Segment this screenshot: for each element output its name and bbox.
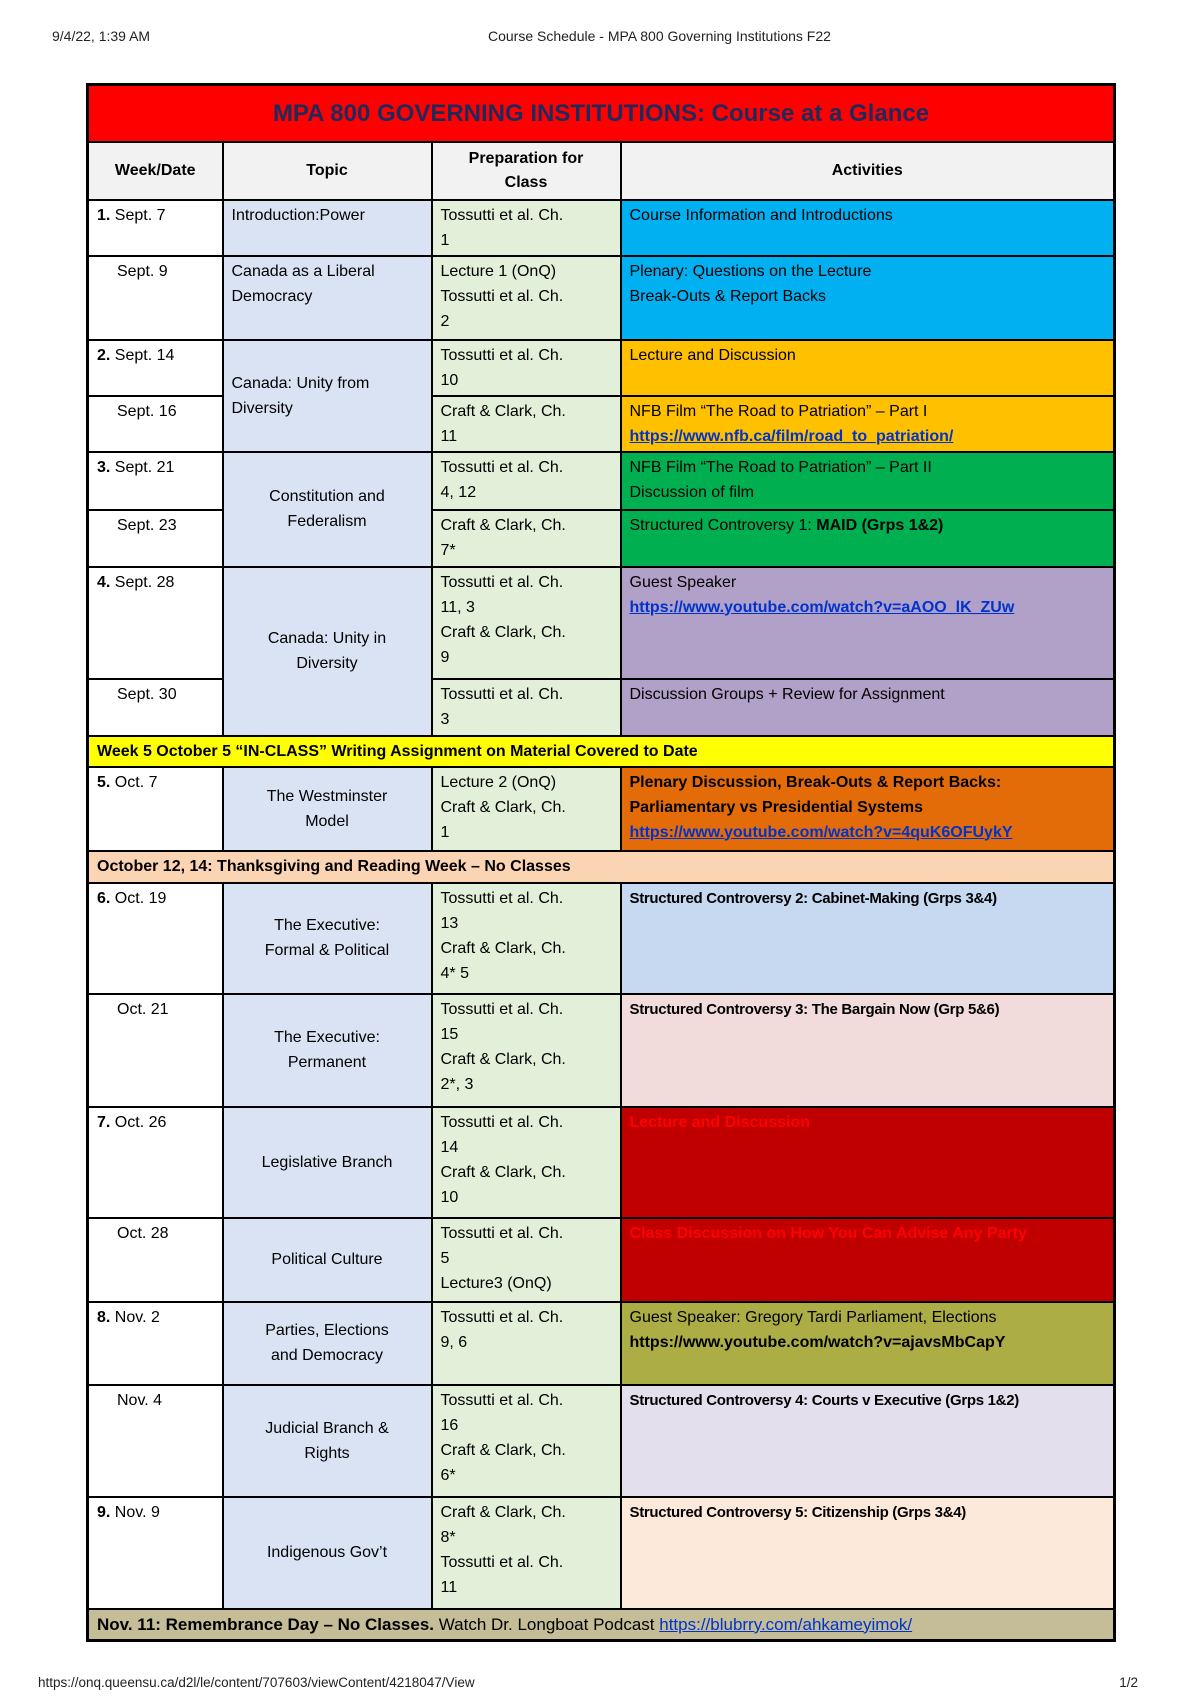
week-number: 8. xyxy=(97,1308,111,1326)
prep-line: Tossutti et al. Ch. xyxy=(440,1308,564,1326)
prep-line: 11 xyxy=(440,427,458,445)
prep-line: Tossutti et al. Ch. xyxy=(440,346,564,364)
prep-line: Tossutti et al. Ch. xyxy=(440,573,564,591)
topic-line: Permanent xyxy=(287,1054,367,1071)
class-date: Sept. 14 xyxy=(114,346,175,364)
table-title: MPA 800 GOVERNING INSTITUTIONS: Course at a Glance xyxy=(88,85,1115,142)
prep-line: 10 xyxy=(440,1188,459,1206)
topic-line: Diversity xyxy=(296,655,358,672)
prep-line: Craft & Clark, Ch. xyxy=(440,1441,566,1459)
schedule-banner-row xyxy=(88,1609,1115,1641)
week-date-cell xyxy=(88,452,223,510)
topic-line: Legislative Branch xyxy=(261,1153,393,1171)
prep-line: Craft & Clark, Ch. xyxy=(440,798,566,816)
prep-line: 15 xyxy=(440,1025,459,1043)
week-number: 9. xyxy=(97,1503,111,1521)
prep-line: Tossutti et al. Ch. xyxy=(440,1000,564,1018)
prep-line: 7* xyxy=(440,541,456,559)
schedule-row xyxy=(88,256,1115,340)
prep-line: 2*, 3 xyxy=(440,1075,474,1093)
prep-line: 16 xyxy=(440,1416,459,1434)
header-activities: Activities xyxy=(621,142,1115,200)
topic-cell xyxy=(223,452,432,567)
schedule-row xyxy=(88,883,1115,994)
topic-cell xyxy=(223,256,432,340)
prep-line: Tossutti et al. Ch. xyxy=(440,1224,564,1242)
prep-line: 9 xyxy=(440,648,450,666)
activity-cell xyxy=(621,396,1115,452)
prep-line: Craft & Clark, Ch. xyxy=(440,516,566,534)
activity-cell xyxy=(621,1107,1115,1218)
schedule-banner-row xyxy=(88,736,1115,767)
activity-line: Class Discussion on How You Can Advise Any Party xyxy=(629,1224,1027,1242)
week-date-cell xyxy=(88,1218,223,1302)
topic-cell xyxy=(223,1107,432,1218)
print-page-number: 1/2 xyxy=(1119,1675,1138,1690)
topic-cell xyxy=(223,1497,432,1609)
class-date: Nov. 4 xyxy=(117,1391,163,1409)
preparation-cell xyxy=(432,883,621,994)
prep-line: 1 xyxy=(440,231,450,249)
prep-line: 10 xyxy=(440,371,459,389)
week-date-cell xyxy=(88,994,223,1107)
activity-line: Plenary: Questions on the Lecture xyxy=(629,262,872,280)
activity-cell xyxy=(621,567,1115,679)
class-date: Oct. 26 xyxy=(114,1113,167,1131)
week-date-cell xyxy=(88,1385,223,1497)
prep-line: 11, 3 xyxy=(440,598,475,616)
activity-group: MAID (Grps 1&2) xyxy=(816,516,944,534)
week-date-cell xyxy=(88,767,223,851)
topic-line: Diversity xyxy=(231,399,293,417)
preparation-cell xyxy=(432,200,621,256)
topic-line: Democracy xyxy=(231,287,313,305)
print-url: https://onq.queensu.ca/d2l/le/content/707603/viewContent/4218047/View xyxy=(38,1675,475,1690)
class-date: Oct. 7 xyxy=(114,773,158,791)
schedule-row xyxy=(88,767,1115,851)
preparation-cell xyxy=(432,256,621,340)
prep-line: 6* xyxy=(440,1466,456,1484)
week-number: 2. xyxy=(97,346,111,364)
topic-line: and Democracy xyxy=(270,1347,384,1364)
film-link[interactable]: https://www.nfb.ca/film/road_to_patriation/ xyxy=(629,427,954,445)
prep-line: Craft & Clark, Ch. xyxy=(440,623,566,641)
topic-line: Introduction:Power xyxy=(231,206,365,224)
prep-line: 5 xyxy=(440,1249,450,1267)
class-date: Sept. 30 xyxy=(117,685,177,703)
week-number: 7. xyxy=(97,1113,111,1131)
activity-line: Guest Speaker xyxy=(629,573,737,591)
topic-cell xyxy=(223,994,432,1107)
topic-cell xyxy=(223,200,432,256)
schedule-row xyxy=(88,1107,1115,1218)
topic-cell xyxy=(223,883,432,994)
prep-line: 4* 5 xyxy=(440,964,469,982)
week-date-cell xyxy=(88,567,223,679)
week-date-cell xyxy=(88,1302,223,1385)
remembrance-banner xyxy=(88,1609,1115,1641)
preparation-cell xyxy=(432,396,621,452)
header-preparation xyxy=(432,142,621,200)
class-date: Oct. 28 xyxy=(117,1224,169,1242)
activity-line: Break-Outs & Report Backs xyxy=(629,287,827,305)
week-number: 6. xyxy=(97,889,111,907)
prep-line: Craft & Clark, Ch. xyxy=(440,402,566,420)
activity-cell xyxy=(621,340,1115,396)
week-date-cell xyxy=(88,1107,223,1218)
prep-line: Tossutti et al. Ch. xyxy=(440,287,564,305)
prep-line: Tossutti et al. Ch. xyxy=(440,1391,564,1409)
topic-line: Constitution and xyxy=(269,488,385,505)
preparation-cell xyxy=(432,452,621,510)
print-page-title: Course Schedule - MPA 800 Governing Institutions F22 xyxy=(488,28,831,44)
preparation-cell xyxy=(432,340,621,396)
class-date: Sept. 7 xyxy=(114,206,166,224)
activity-cell xyxy=(621,1218,1115,1302)
schedule-row xyxy=(88,1302,1115,1385)
activity-line: NFB Film “The Road to Patriation” – Part I xyxy=(629,402,928,420)
class-date: Oct. 19 xyxy=(114,889,167,907)
topic-cell xyxy=(223,567,432,736)
topic-cell xyxy=(223,1218,432,1302)
activity-cell xyxy=(621,767,1115,851)
preparation-cell xyxy=(432,1497,621,1609)
westminster-video-link[interactable]: https://www.youtube.com/watch?v=4quK6OFUykY xyxy=(629,823,1013,841)
prep-line: 11 xyxy=(440,1578,458,1596)
topic-line: Indigenous Gov’t xyxy=(266,1544,388,1561)
class-date: Sept. 23 xyxy=(117,516,177,534)
activity-line: Structured Controversy 5: Citizenship (Grps 3&4) xyxy=(629,1503,966,1521)
activity-line: Discussion of film xyxy=(629,483,754,501)
activity-url-text: https://www.youtube.com/watch?v=ajavsMbCapY xyxy=(629,1333,1006,1351)
guest-speaker-video-link[interactable]: https://www.youtube.com/watch?v=aAOO_lK_ZUw xyxy=(629,598,1015,616)
header-topic: Topic xyxy=(223,142,432,200)
preparation-cell xyxy=(432,1107,621,1218)
prep-line: Tossutti et al. Ch. xyxy=(440,458,564,476)
week-number: 5. xyxy=(97,773,111,791)
schedule-row xyxy=(88,200,1115,256)
topic-line: The Executive: xyxy=(274,917,380,934)
activity-cell xyxy=(621,452,1115,510)
activity-cell xyxy=(621,510,1115,567)
class-date: Sept. 21 xyxy=(114,458,175,476)
activity-line xyxy=(630,513,1106,538)
prep-line: Craft & Clark, Ch. xyxy=(440,1503,566,1521)
week-number: 4. xyxy=(97,573,111,591)
preparation-cell xyxy=(432,567,621,679)
prep-line: 8* xyxy=(440,1528,456,1546)
topic-line: Federalism xyxy=(287,513,367,530)
prep-line: Craft & Clark, Ch. xyxy=(440,1163,566,1181)
prep-line: 13 xyxy=(440,914,459,932)
class-date: Oct. 21 xyxy=(117,1000,169,1018)
week-date-cell xyxy=(88,340,223,396)
remembrance-notice: Nov. 11: Remembrance Day – No Classes. xyxy=(97,1614,435,1634)
prep-line: Lecture3 (OnQ) xyxy=(440,1274,552,1292)
preparation-cell xyxy=(432,679,621,736)
prep-line: Tossutti et al. Ch. xyxy=(440,1553,564,1571)
prep-line: Tossutti et al. Ch. xyxy=(440,685,564,703)
activity-line: Parliamentary vs Presidential Systems xyxy=(629,798,923,816)
prep-line: Tossutti et al. Ch. xyxy=(440,206,564,224)
class-date: Sept. 16 xyxy=(117,402,177,420)
topic-line: Model xyxy=(305,812,349,830)
thanksgiving-banner: October 12, 14: Thanksgiving and Reading Week – No Classes xyxy=(88,851,1115,883)
preparation-cell xyxy=(432,767,621,851)
header-row xyxy=(88,142,1115,200)
week-date-cell xyxy=(88,883,223,994)
week-date-cell xyxy=(88,396,223,452)
preparation-cell xyxy=(432,1385,621,1497)
activity-text: Structured Controversy 1: xyxy=(629,516,817,534)
activity-cell xyxy=(621,1302,1115,1385)
week-number: 3. xyxy=(97,458,111,476)
schedule-row xyxy=(88,1385,1115,1497)
activity-cell xyxy=(621,994,1115,1107)
class-date: Sept. 9 xyxy=(117,262,168,280)
topic-line: The Westminster xyxy=(266,787,388,805)
topic-cell xyxy=(223,340,432,452)
week-date-cell xyxy=(88,1497,223,1609)
schedule-row xyxy=(88,567,1115,679)
topic-line: The Executive: xyxy=(274,1029,380,1046)
preparation-cell xyxy=(432,1302,621,1385)
class-date: Nov. 9 xyxy=(114,1503,160,1521)
topic-line: Political Culture xyxy=(271,1251,383,1268)
schedule-row xyxy=(88,452,1115,510)
activity-cell xyxy=(621,200,1115,256)
prep-line: 9, 6 xyxy=(440,1333,468,1351)
topic-line: Formal & Political xyxy=(264,942,390,959)
prep-line: 4, 12 xyxy=(440,483,477,501)
activity-line: NFB Film “The Road to Patriation” – Part II xyxy=(629,458,932,476)
prep-line: Craft & Clark, Ch. xyxy=(440,939,566,957)
topic-cell xyxy=(223,1385,432,1497)
topic-cell xyxy=(223,1302,432,1385)
class-date: Sept. 28 xyxy=(114,573,175,591)
header-week-date: Week/Date xyxy=(88,142,223,200)
activity-line: Guest Speaker: Gregory Tardi Parliament, Elections xyxy=(629,1308,997,1326)
topic-line: Judicial Branch & xyxy=(265,1419,389,1437)
activity-line: Structured Controversy 4: Courts v Executive (Grps 1&2) xyxy=(629,1391,1019,1409)
activity-line: Plenary Discussion, Break-Outs & Report Backs: xyxy=(629,773,1002,791)
schedule-banner-row xyxy=(88,851,1115,883)
week-date-cell xyxy=(88,510,223,567)
preparation-cell xyxy=(432,1218,621,1302)
preparation-cell xyxy=(432,994,621,1107)
schedule-row xyxy=(88,1497,1115,1609)
activity-line: Structured Controversy 3: The Bargain Now (Grp 5&6) xyxy=(629,1000,1000,1018)
topic-line: Rights xyxy=(304,1444,350,1462)
activity-line: Course Information and Introductions xyxy=(629,206,893,224)
activity-cell xyxy=(621,256,1115,340)
podcast-text: Watch Dr. Longboat Podcast xyxy=(434,1614,660,1634)
activity-cell xyxy=(621,883,1115,994)
schedule-row xyxy=(88,994,1115,1107)
title-row xyxy=(88,85,1115,142)
activity-cell xyxy=(621,679,1115,736)
week-date-cell xyxy=(88,679,223,736)
activity-line: Lecture and Discussion xyxy=(629,346,796,364)
activity-line: Structured Controversy 2: Cabinet-Making (Grps 3&4) xyxy=(629,889,997,907)
podcast-link[interactable]: https://blubrry.com/ahkameyimok/ xyxy=(659,1614,913,1634)
print-datetime: 9/4/22, 1:39 AM xyxy=(52,28,151,44)
topic-line: Canada: Unity in xyxy=(267,630,387,647)
activity-cell xyxy=(621,1497,1115,1609)
prep-line: 3 xyxy=(440,710,450,728)
week-date-cell xyxy=(88,200,223,256)
class-date: Nov. 2 xyxy=(114,1308,160,1326)
week5-assignment-banner: Week 5 October 5 “IN-CLASS” Writing Assignment on Material Covered to Date xyxy=(88,736,1115,767)
topic-line: Canada: Unity from xyxy=(231,374,370,392)
schedule-table xyxy=(86,83,1116,1642)
prep-line: Lecture 2 (OnQ) xyxy=(440,773,557,791)
prep-line: Craft & Clark, Ch. xyxy=(440,1050,566,1068)
topic-line: Parties, Elections xyxy=(265,1322,389,1339)
week-date-cell xyxy=(88,256,223,340)
week-number: 1. xyxy=(97,206,111,224)
schedule-row xyxy=(88,340,1115,396)
activity-line: Discussion Groups + Review for Assignment xyxy=(629,685,945,703)
preparation-cell xyxy=(432,510,621,567)
prep-line: Tossutti et al. Ch. xyxy=(440,889,564,907)
prep-line: Lecture 1 (OnQ) xyxy=(440,262,557,280)
prep-line: 1 xyxy=(440,823,450,841)
header-preparation-label: Preparation for Class xyxy=(468,149,584,191)
topic-cell xyxy=(223,767,432,851)
prep-line: 14 xyxy=(440,1138,459,1156)
activity-cell xyxy=(621,1385,1115,1497)
topic-line: Canada as a Liberal xyxy=(231,262,375,280)
schedule-row xyxy=(88,1218,1115,1302)
prep-line: Tossutti et al. Ch. xyxy=(440,1113,564,1131)
activity-line: Lecture and Discussion xyxy=(629,1113,810,1131)
prep-line: 2 xyxy=(440,312,450,330)
